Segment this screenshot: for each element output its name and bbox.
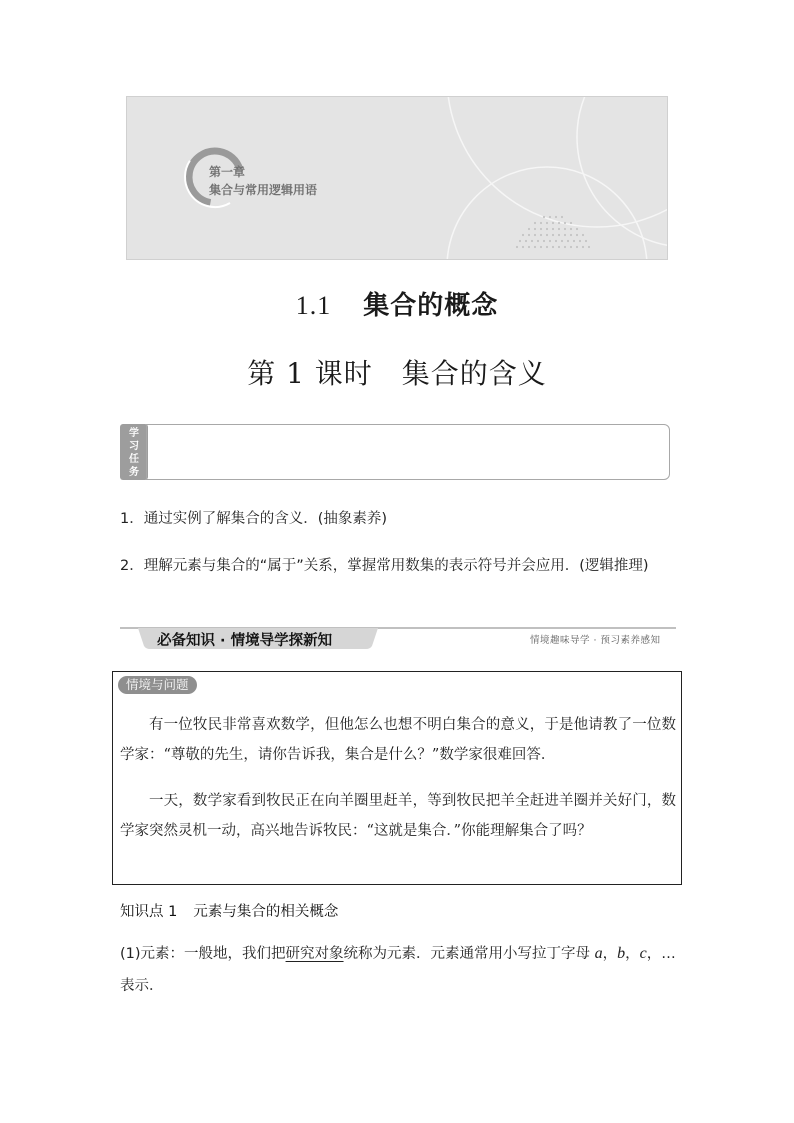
variable-b: b	[617, 945, 626, 962]
section-number: 1.1	[295, 291, 332, 320]
learning-task-label	[120, 424, 148, 480]
learning-task-char: 学	[129, 428, 139, 439]
section-name: 集合的概念	[363, 291, 499, 321]
scenario-box	[112, 671, 682, 885]
chapter-banner	[126, 96, 668, 260]
knowledge-point-number: 知识点 1	[120, 904, 178, 920]
learning-task-char: 任	[129, 454, 139, 465]
chapter-title: 集合与常用逻辑用语	[209, 183, 318, 197]
learning-task-char: 习	[129, 441, 139, 452]
variable-a: a	[594, 945, 603, 962]
knowledge-section-subtitle: 情境趣味导学 · 预习素养感知	[530, 635, 661, 646]
knowledge-section-label: 必备知识 · 情境导学探新知	[157, 633, 333, 649]
objective-item: 1．通过实例了解集合的含义．(抽象素养)	[120, 511, 388, 527]
section-title	[0, 285, 794, 322]
lesson-title: 第 1 课时 集合的含义	[247, 357, 547, 390]
definition-prefix: (1)元素：一般地，我们把	[120, 946, 286, 962]
scenario-paragraph: 有一位牧民非常喜欢数学，但他怎么也想不明白集合的意义，于是他请教了一位数学家：“尊敬的先生，请你告诉我，集合是什么？”数学家很难回答．	[120, 717, 676, 763]
chapter-label: 第一章	[209, 165, 246, 179]
knowledge-point-heading	[120, 900, 338, 921]
scenario-paragraph: 一天，数学家看到牧民正在向羊圈里赶羊，等到牧民把羊全赶进羊圈并关好门，数学家突然灵机一动，高兴地告诉牧民：“这就是集合．”你能理解集合了吗？	[120, 793, 676, 839]
separator: ，	[625, 946, 640, 962]
knowledge-point-name: 元素与集合的相关概念	[193, 904, 339, 920]
definition-suffix: ，…表示．	[120, 946, 676, 994]
scenario-tag: 情境与问题	[118, 676, 197, 694]
separator: ，	[602, 946, 618, 962]
learning-task-box	[146, 424, 670, 480]
learning-task-char: 务	[129, 467, 139, 478]
definition-underlined-term: 研究对象	[285, 946, 344, 962]
objective-item: 2．理解元素与集合的“属于”关系，掌握常用数集的表示符号并会应用．(逻辑推理)	[120, 558, 649, 574]
element-definition	[120, 938, 680, 1002]
variable-c: c	[639, 945, 647, 962]
definition-middle: 统称为元素．元素通常用小写拉丁字母	[343, 946, 595, 962]
